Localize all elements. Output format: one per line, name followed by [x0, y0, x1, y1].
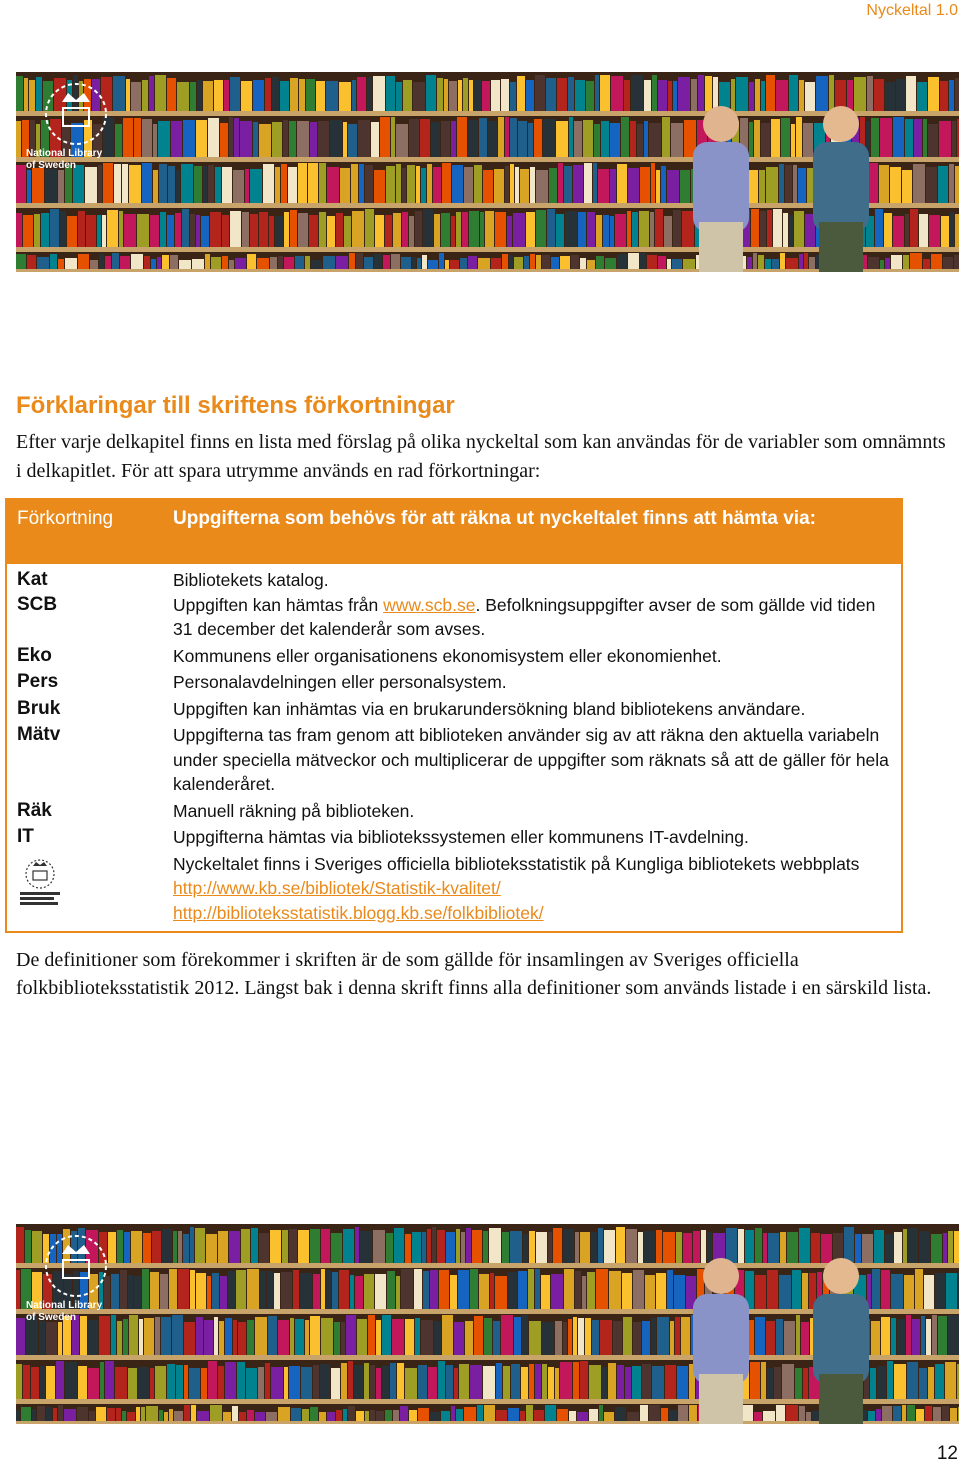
outro-paragraph: De definitioner som förekommer i skriften är de som gällde för insamlingen av Sveriges officiella folkbiblioteksstatistik 2012. Längst bak i denna skrift finns alla definitioner som används listade i en särskild lista. [16, 949, 932, 999]
table-row [6, 642, 902, 669]
table-row [6, 695, 902, 722]
table-row [6, 797, 902, 824]
abbr-cell: Bruk [17, 697, 61, 719]
svg-text:of Sweden: of Sweden [26, 160, 77, 171]
header-description: Uppgifterna som behövs för att räkna ut nyckeltalet finns att hämta via: [163, 499, 902, 564]
table-row [6, 850, 902, 933]
desc-cell: Uppgifterna hämtas via bibliotekssystemen eller kommunens IT-avdelning. [173, 827, 749, 847]
svg-text:National Library: National Library [26, 1300, 103, 1311]
desc-cell [163, 593, 902, 642]
desc-cell: Uppgiften kan inhämtas via en brukarundersökning bland bibliotekens användare. [173, 698, 806, 719]
table-header-row [6, 499, 902, 564]
bookshelf-image [16, 72, 959, 272]
desc-text: . Befolkningsuppgifter avser de som gällde vid tiden 31 december det kalenderår som avses. [173, 594, 876, 639]
bookshelf-image [16, 1224, 959, 1424]
banner-library-photo [16, 72, 959, 272]
desc-cell: Bibliotekets katalog. [173, 570, 329, 590]
desc-cell: Kommunens eller organisationens ekonomisystem eller ekonomienhet. [173, 645, 722, 666]
header-abbreviation: Förkortning [6, 499, 163, 564]
page-number: 12 [936, 1443, 958, 1464]
abbr-cell: Mätv [17, 724, 61, 745]
section-title: Förklaringar till skriftens förkortningar [16, 392, 455, 419]
scb-link[interactable]: www.scb.se [383, 594, 476, 615]
abbr-cell [6, 850, 163, 933]
abbr-cell: Kat [17, 569, 48, 590]
abbr-cell: Pers [17, 671, 59, 692]
svg-text:of Sweden: of Sweden [26, 1312, 77, 1323]
desc-cell [163, 850, 902, 933]
kb-logo-icon [17, 856, 63, 906]
table-row [6, 668, 902, 695]
abbr-cell: IT [17, 826, 34, 847]
table-row [6, 593, 902, 642]
desc-cell: Personalavdelningen eller personalsystem. [173, 672, 507, 692]
svg-text:National Library: National Library [26, 148, 103, 159]
table-row [6, 564, 902, 593]
desc-text: Nyckeltalet finns i Sveriges officiella biblioteksstatistik på Kungliga bibliotekets webbplats [173, 853, 860, 874]
intro-paragraph: Efter varje delkapitel finns en lista med förslag på olika nyckeltal som kan användas för de variabler som omnämnts i delkapitlet. För att spara utrymme används en rad förkortningar: [16, 431, 946, 482]
abbr-cell: SCB [17, 593, 58, 615]
kb-statistics-link[interactable]: http://www.kb.se/bibliotek/Statistik-kvalitet/ [173, 878, 501, 898]
abbr-cell: Räk [17, 799, 52, 821]
desc-cell: Uppgifterna tas fram genom att biblioteken använder sig av att räkna den aktuella variabeln under speciella mätveckor och multiplicerar de uppgifter som räknats så att de gäller för hela kalenderåret. [173, 725, 889, 794]
table-row [6, 721, 902, 797]
desc-text: Uppgiften kan hämtas från [173, 594, 384, 615]
abbreviation-table [5, 498, 903, 933]
kb-blog-link[interactable]: http://biblioteksstatistik.blogg.kb.se/folkbibliotek/ [173, 902, 544, 923]
running-header-title: Nyckeltal 1.0 [866, 2, 958, 19]
abbr-cell: Eko [17, 644, 52, 666]
banner-library-photo [16, 1224, 959, 1424]
desc-cell: Manuell räkning på biblioteken. [173, 800, 415, 821]
table-row [6, 823, 902, 850]
